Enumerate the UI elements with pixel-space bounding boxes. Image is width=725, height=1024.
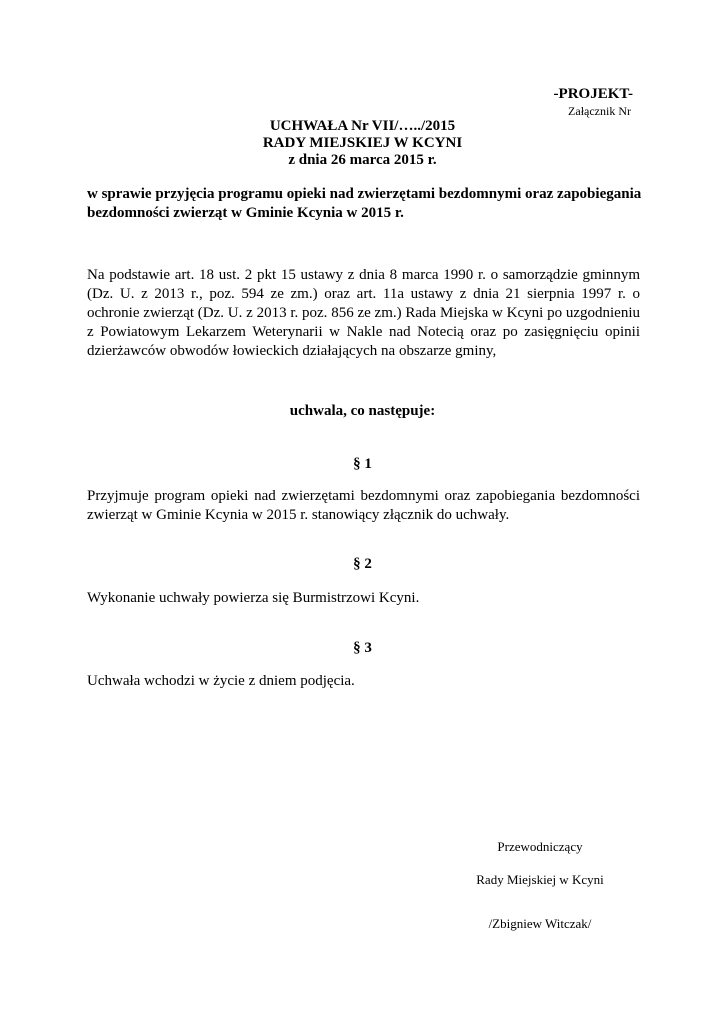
- resolves-heading: uchwala, co następuje:: [289, 403, 436, 419]
- section-1-text: Przyjmuje program opieki nad zwierzętami bezdomnymi oraz zapobiegania bezdomności zwierząt w Gminie Kcynia w 2015 r. stanowiący złącznik do uchwały.: [87, 488, 640, 523]
- resolution-subject: w sprawie przyjęcia programu opieki nad zwierzętami bezdomnymi oraz zapobiegania bezdomności zwierząt w Gminie Kcynia w 2015 r.: [87, 186, 642, 221]
- attachment-label: Załącznik Nr: [568, 104, 631, 118]
- section-3-heading: § 3: [353, 640, 372, 656]
- section-1-heading: § 1: [353, 456, 372, 472]
- signature-name: /Zbigniew Witczak/: [488, 916, 592, 931]
- section-2-heading: § 2: [353, 556, 372, 572]
- signature-role: Przewodniczący: [497, 839, 583, 854]
- section-3-text: Uchwała wchodzi w życie z dniem podjęcia.: [87, 673, 355, 689]
- preamble-paragraph: Na podstawie art. 18 ust. 2 pkt 15 ustawy z dnia 8 marca 1990 r. o samorządzie gminnym (Dz. U. z 2013 r., poz. 594 ze zm.) oraz art. 11a ustawy z dnia 21 sierpnia 1997 r. o ochronie zwierząt (Dz. U. z 2013 r. poz. 856 ze zm.) Rada Miejska w Kcyni po uzgodnieniu z Powiatowym Lekarzem Weterynarii w Nakle nad Notecią oraz po zasięgnięciu opinii dzierżawców obwodów łowieckich działających na obszarze gminy,: [87, 267, 640, 359]
- resolution-number: UCHWAŁA Nr VII/…../2015: [269, 118, 456, 134]
- council-name: RADY MIEJSKIEJ W KCYNI: [262, 135, 463, 151]
- resolution-date: z dnia 26 marca 2015 r.: [288, 152, 437, 168]
- draft-label: -PROJEKT-: [553, 86, 633, 102]
- signature-council: Rady Miejskiej w Kcyni: [476, 872, 604, 887]
- section-2-text: Wykonanie uchwały powierza się Burmistrzowi Kcyni.: [87, 590, 420, 606]
